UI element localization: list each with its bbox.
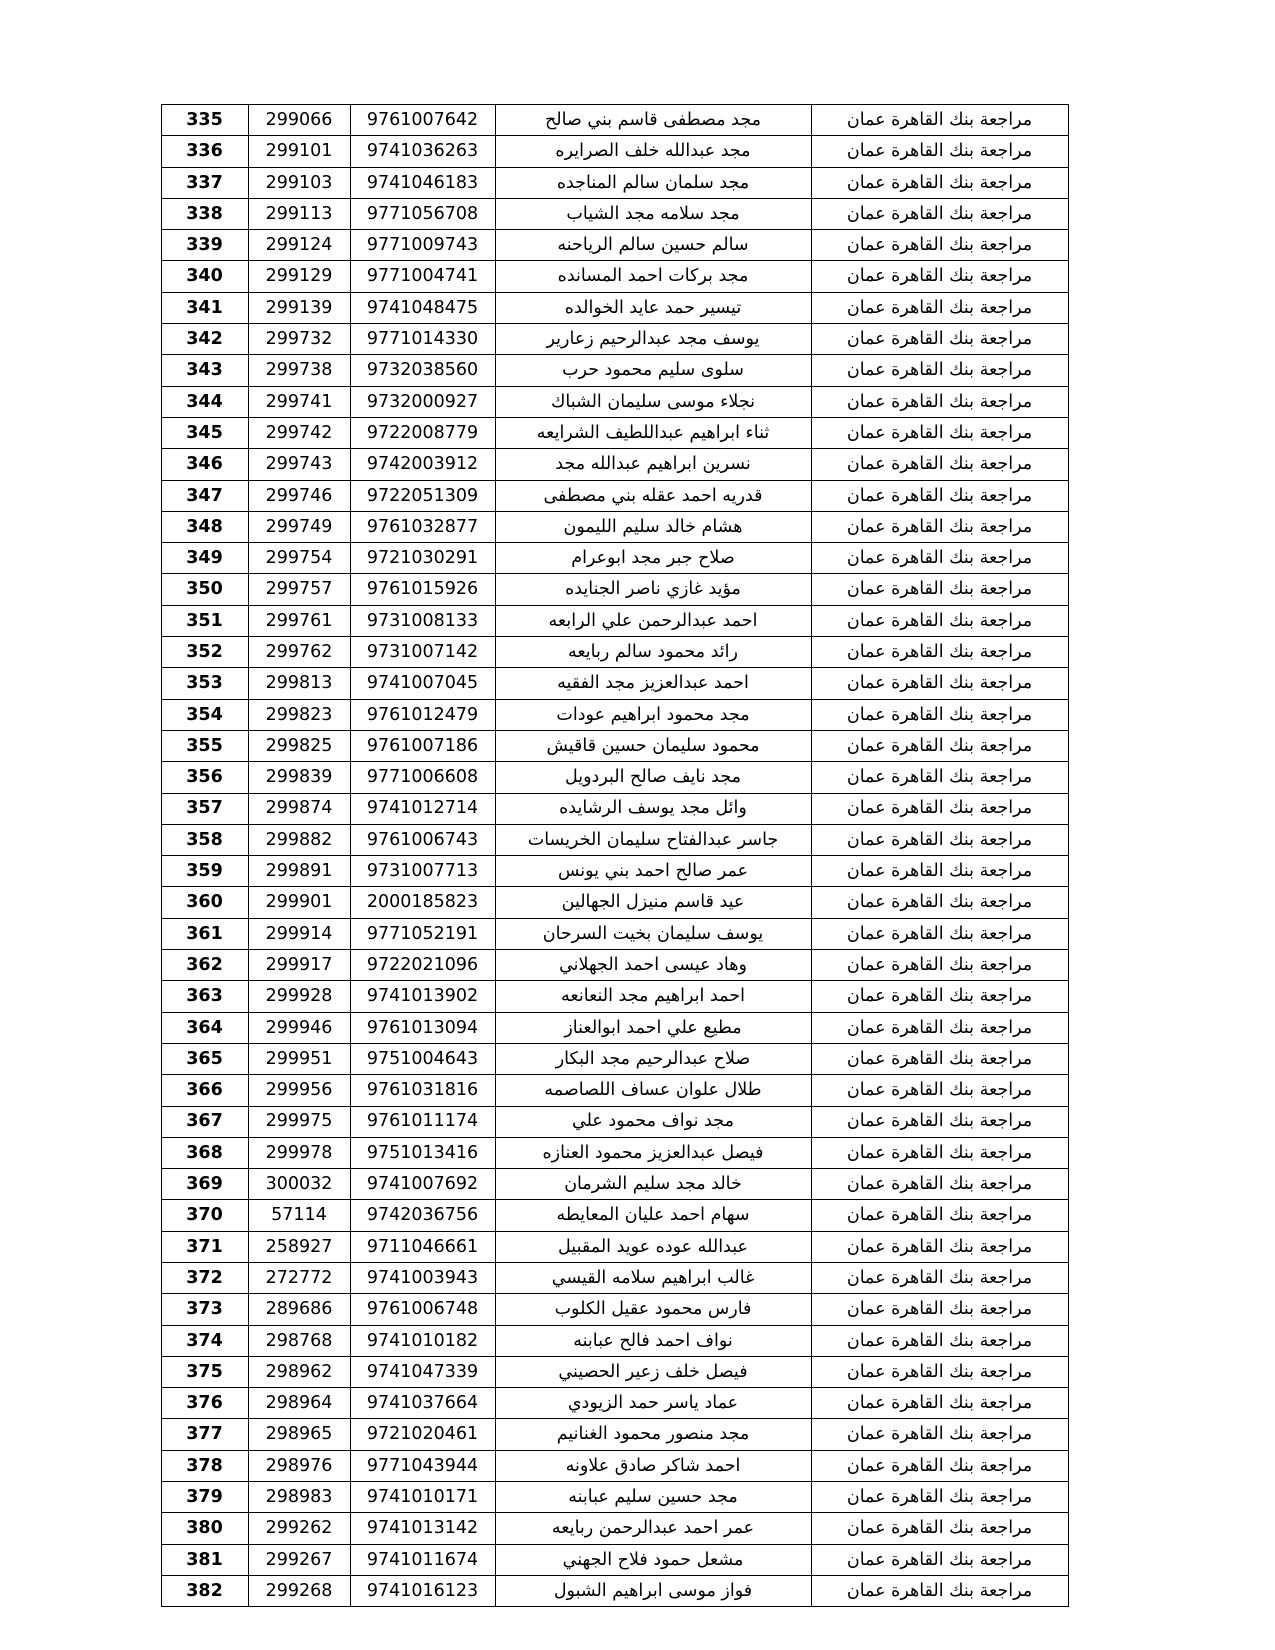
cell-name: ثناء ابراهيم عبداللطيف الشرايعه bbox=[495, 417, 811, 448]
cell-ref: 299742 bbox=[248, 417, 350, 448]
cell-name: عمر احمد عبدالرحمن ربايعه bbox=[495, 1513, 811, 1544]
cell-sequence: 351 bbox=[161, 605, 248, 636]
cell-ref: 300032 bbox=[248, 1169, 350, 1200]
cell-name: سهام احمد عليان المعايطه bbox=[495, 1200, 811, 1231]
table-row bbox=[161, 261, 1068, 292]
cell-sequence: 376 bbox=[161, 1388, 248, 1419]
cell-sequence: 363 bbox=[161, 981, 248, 1012]
cell-branch: مراجعة بنك القاهرة عمان bbox=[811, 762, 1068, 793]
cell-ref: 299757 bbox=[248, 574, 350, 605]
cell-name: خالد مجد سليم الشرمان bbox=[495, 1169, 811, 1200]
table-row bbox=[161, 887, 1068, 918]
cell-account: 9721030291 bbox=[350, 543, 495, 574]
cell-name: مجد عبدالله خلف الصرايره bbox=[495, 136, 811, 167]
cell-sequence: 342 bbox=[161, 324, 248, 355]
cell-name: وهاد عيسى احمد الجهلاني bbox=[495, 950, 811, 981]
cell-sequence: 378 bbox=[161, 1450, 248, 1481]
cell-branch: مراجعة بنك القاهرة عمان bbox=[811, 1075, 1068, 1106]
cell-ref: 299262 bbox=[248, 1513, 350, 1544]
cell-branch: مراجعة بنك القاهرة عمان bbox=[811, 1513, 1068, 1544]
table-row bbox=[161, 605, 1068, 636]
cell-branch: مراجعة بنك القاهرة عمان bbox=[811, 1356, 1068, 1387]
cell-account: 9771052191 bbox=[350, 918, 495, 949]
table-row bbox=[161, 574, 1068, 605]
cell-branch: مراجعة بنك القاهرة عمان bbox=[811, 230, 1068, 261]
cell-name: مجد نواف محمود علي bbox=[495, 1106, 811, 1137]
cell-branch: مراجعة بنك القاهرة عمان bbox=[811, 1575, 1068, 1606]
cell-ref: 299732 bbox=[248, 324, 350, 355]
cell-sequence: 370 bbox=[161, 1200, 248, 1231]
cell-account: 9722051309 bbox=[350, 480, 495, 511]
cell-ref: 299951 bbox=[248, 1043, 350, 1074]
cell-name: مجد سلامه مجد الشياب bbox=[495, 198, 811, 229]
table-row bbox=[161, 1169, 1068, 1200]
table-row bbox=[161, 637, 1068, 668]
table-row bbox=[161, 1482, 1068, 1513]
cell-sequence: 362 bbox=[161, 950, 248, 981]
cell-sequence: 357 bbox=[161, 793, 248, 824]
cell-ref: 299267 bbox=[248, 1544, 350, 1575]
cell-branch: مراجعة بنك القاهرة عمان bbox=[811, 887, 1068, 918]
cell-branch: مراجعة بنك القاهرة عمان bbox=[811, 668, 1068, 699]
cell-branch: مراجعة بنك القاهرة عمان bbox=[811, 1169, 1068, 1200]
cell-sequence: 359 bbox=[161, 856, 248, 887]
cell-name: مجد حسين سليم عبابنه bbox=[495, 1482, 811, 1513]
cell-ref: 57114 bbox=[248, 1200, 350, 1231]
cell-sequence: 341 bbox=[161, 292, 248, 323]
cell-branch: مراجعة بنك القاهرة عمان bbox=[811, 1544, 1068, 1575]
table-row bbox=[161, 762, 1068, 793]
cell-branch: مراجعة بنك القاهرة عمان bbox=[811, 793, 1068, 824]
cell-account: 9741013902 bbox=[350, 981, 495, 1012]
cell-ref: 258927 bbox=[248, 1231, 350, 1262]
cell-branch: مراجعة بنك القاهرة عمان bbox=[811, 543, 1068, 574]
cell-account: 9741003943 bbox=[350, 1262, 495, 1293]
table-row bbox=[161, 1075, 1068, 1106]
cell-name: فارس محمود عقيل الكلوب bbox=[495, 1294, 811, 1325]
cell-account: 9722021096 bbox=[350, 950, 495, 981]
cell-account: 9741011674 bbox=[350, 1544, 495, 1575]
cell-sequence: 343 bbox=[161, 355, 248, 386]
cell-name: احمد شاكر صادق علاونه bbox=[495, 1450, 811, 1481]
cell-ref: 298983 bbox=[248, 1482, 350, 1513]
cell-ref: 299946 bbox=[248, 1012, 350, 1043]
table-row bbox=[161, 449, 1068, 480]
cell-account: 9761007186 bbox=[350, 730, 495, 761]
cell-name: مجد نايف صالح البردويل bbox=[495, 762, 811, 793]
cell-name: قدريه احمد عقله بني مصطفى bbox=[495, 480, 811, 511]
table-row bbox=[161, 1231, 1068, 1262]
cell-sequence: 373 bbox=[161, 1294, 248, 1325]
cell-sequence: 382 bbox=[161, 1575, 248, 1606]
cell-name: محمود سليمان حسين قاقيش bbox=[495, 730, 811, 761]
cell-ref: 299124 bbox=[248, 230, 350, 261]
cell-sequence: 335 bbox=[161, 105, 248, 136]
cell-name: نجلاء موسى سليمان الشباك bbox=[495, 386, 811, 417]
cell-account: 9722008779 bbox=[350, 417, 495, 448]
cell-sequence: 360 bbox=[161, 887, 248, 918]
cell-account: 9761012479 bbox=[350, 699, 495, 730]
table-row bbox=[161, 355, 1068, 386]
table-row bbox=[161, 167, 1068, 198]
table-row bbox=[161, 105, 1068, 136]
cell-account: 9741037664 bbox=[350, 1388, 495, 1419]
cell-ref: 299738 bbox=[248, 355, 350, 386]
cell-branch: مراجعة بنك القاهرة عمان bbox=[811, 1231, 1068, 1262]
cell-name: يوسف مجد عبدالرحيم زعارير bbox=[495, 324, 811, 355]
cell-ref: 299113 bbox=[248, 198, 350, 229]
cell-account: 9732038560 bbox=[350, 355, 495, 386]
cell-ref: 298964 bbox=[248, 1388, 350, 1419]
cell-sequence: 349 bbox=[161, 543, 248, 574]
cell-account: 9731007142 bbox=[350, 637, 495, 668]
cell-branch: مراجعة بنك القاهرة عمان bbox=[811, 1106, 1068, 1137]
cell-branch: مراجعة بنك القاهرة عمان bbox=[811, 417, 1068, 448]
cell-branch: مراجعة بنك القاهرة عمان bbox=[811, 1482, 1068, 1513]
cell-sequence: 375 bbox=[161, 1356, 248, 1387]
cell-account: 9761006748 bbox=[350, 1294, 495, 1325]
table-container bbox=[186, 104, 1069, 1607]
cell-branch: مراجعة بنك القاهرة عمان bbox=[811, 292, 1068, 323]
cell-sequence: 347 bbox=[161, 480, 248, 511]
cell-name: مجد محمود ابراهيم عودات bbox=[495, 699, 811, 730]
cell-ref: 289686 bbox=[248, 1294, 350, 1325]
cell-branch: مراجعة بنك القاهرة عمان bbox=[811, 950, 1068, 981]
cell-account: 9711046661 bbox=[350, 1231, 495, 1262]
cell-ref: 299761 bbox=[248, 605, 350, 636]
cell-name: احمد ابراهيم مجد النعانعه bbox=[495, 981, 811, 1012]
cell-branch: مراجعة بنك القاهرة عمان bbox=[811, 1294, 1068, 1325]
cell-account: 2000185823 bbox=[350, 887, 495, 918]
cell-ref: 299066 bbox=[248, 105, 350, 136]
cell-sequence: 355 bbox=[161, 730, 248, 761]
table-row bbox=[161, 1419, 1068, 1450]
cell-branch: مراجعة بنك القاهرة عمان bbox=[811, 981, 1068, 1012]
cell-branch: مراجعة بنك القاهرة عمان bbox=[811, 480, 1068, 511]
cell-ref: 299891 bbox=[248, 856, 350, 887]
cell-sequence: 371 bbox=[161, 1231, 248, 1262]
table-row bbox=[161, 511, 1068, 542]
cell-sequence: 368 bbox=[161, 1137, 248, 1168]
cell-ref: 299823 bbox=[248, 699, 350, 730]
cell-sequence: 340 bbox=[161, 261, 248, 292]
cell-sequence: 336 bbox=[161, 136, 248, 167]
cell-account: 9771009743 bbox=[350, 230, 495, 261]
cell-account: 9741007045 bbox=[350, 668, 495, 699]
cell-sequence: 381 bbox=[161, 1544, 248, 1575]
table-row bbox=[161, 668, 1068, 699]
cell-account: 9741048475 bbox=[350, 292, 495, 323]
cell-account: 9741013142 bbox=[350, 1513, 495, 1544]
cell-name: مؤيد غازي ناصر الجنايده bbox=[495, 574, 811, 605]
cell-sequence: 358 bbox=[161, 824, 248, 855]
cell-branch: مراجعة بنك القاهرة عمان bbox=[811, 105, 1068, 136]
cell-branch: مراجعة بنك القاهرة عمان bbox=[811, 1325, 1068, 1356]
beneficiaries-table bbox=[161, 104, 1069, 1607]
cell-ref: 299103 bbox=[248, 167, 350, 198]
cell-account: 9751004643 bbox=[350, 1043, 495, 1074]
table-row bbox=[161, 230, 1068, 261]
cell-branch: مراجعة بنك القاهرة عمان bbox=[811, 167, 1068, 198]
cell-name: مشعل حمود فلاح الجهني bbox=[495, 1544, 811, 1575]
cell-name: عمر صالح احمد بني يونس bbox=[495, 856, 811, 887]
cell-name: احمد عبدالعزيز مجد الفقيه bbox=[495, 668, 811, 699]
cell-sequence: 366 bbox=[161, 1075, 248, 1106]
cell-sequence: 367 bbox=[161, 1106, 248, 1137]
cell-account: 9761031816 bbox=[350, 1075, 495, 1106]
table-row bbox=[161, 198, 1068, 229]
cell-ref: 299825 bbox=[248, 730, 350, 761]
cell-branch: مراجعة بنك القاهرة عمان bbox=[811, 730, 1068, 761]
table-row bbox=[161, 1106, 1068, 1137]
table-row bbox=[161, 950, 1068, 981]
cell-sequence: 346 bbox=[161, 449, 248, 480]
cell-sequence: 352 bbox=[161, 637, 248, 668]
cell-name: هشام خالد سليم الليمون bbox=[495, 511, 811, 542]
cell-sequence: 364 bbox=[161, 1012, 248, 1043]
cell-ref: 299975 bbox=[248, 1106, 350, 1137]
cell-ref: 298768 bbox=[248, 1325, 350, 1356]
cell-name: يوسف سليمان بخيت السرحان bbox=[495, 918, 811, 949]
cell-branch: مراجعة بنك القاهرة عمان bbox=[811, 1012, 1068, 1043]
cell-name: نواف احمد فالح عبابنه bbox=[495, 1325, 811, 1356]
table-row bbox=[161, 1388, 1068, 1419]
cell-name: جاسر عبدالفتاح سليمان الخريسات bbox=[495, 824, 811, 855]
cell-name: وائل مجد يوسف الرشايده bbox=[495, 793, 811, 824]
cell-ref: 299754 bbox=[248, 543, 350, 574]
cell-account: 9741007692 bbox=[350, 1169, 495, 1200]
cell-name: رائد محمود سالم ربايعه bbox=[495, 637, 811, 668]
cell-ref: 299813 bbox=[248, 668, 350, 699]
cell-sequence: 369 bbox=[161, 1169, 248, 1200]
cell-name: عماد ياسر حمد الزيودي bbox=[495, 1388, 811, 1419]
cell-account: 9731008133 bbox=[350, 605, 495, 636]
cell-branch: مراجعة بنك القاهرة عمان bbox=[811, 198, 1068, 229]
cell-sequence: 377 bbox=[161, 1419, 248, 1450]
cell-ref: 299978 bbox=[248, 1137, 350, 1168]
table-body bbox=[161, 105, 1068, 1607]
cell-branch: مراجعة بنك القاهرة عمان bbox=[811, 856, 1068, 887]
table-row bbox=[161, 1544, 1068, 1575]
table-row bbox=[161, 136, 1068, 167]
cell-branch: مراجعة بنك القاهرة عمان bbox=[811, 261, 1068, 292]
cell-name: سالم حسين سالم الرياحنه bbox=[495, 230, 811, 261]
cell-sequence: 337 bbox=[161, 167, 248, 198]
cell-account: 9771014330 bbox=[350, 324, 495, 355]
cell-sequence: 372 bbox=[161, 1262, 248, 1293]
table-row bbox=[161, 1137, 1068, 1168]
table-row bbox=[161, 386, 1068, 417]
table-row bbox=[161, 1513, 1068, 1544]
cell-ref: 299749 bbox=[248, 511, 350, 542]
cell-branch: مراجعة بنك القاهرة عمان bbox=[811, 355, 1068, 386]
table-row bbox=[161, 1325, 1068, 1356]
cell-ref: 299139 bbox=[248, 292, 350, 323]
table-row bbox=[161, 1012, 1068, 1043]
cell-ref: 298976 bbox=[248, 1450, 350, 1481]
cell-branch: مراجعة بنك القاهرة عمان bbox=[811, 699, 1068, 730]
cell-branch: مراجعة بنك القاهرة عمان bbox=[811, 324, 1068, 355]
cell-name: غالب ابراهيم سلامه القيسي bbox=[495, 1262, 811, 1293]
cell-account: 9721020461 bbox=[350, 1419, 495, 1450]
cell-account: 9761011174 bbox=[350, 1106, 495, 1137]
cell-name: احمد عبدالرحمن علي الرابعه bbox=[495, 605, 811, 636]
cell-branch: مراجعة بنك القاهرة عمان bbox=[811, 1450, 1068, 1481]
table-row bbox=[161, 699, 1068, 730]
cell-account: 9732000927 bbox=[350, 386, 495, 417]
cell-sequence: 361 bbox=[161, 918, 248, 949]
cell-account: 9761013094 bbox=[350, 1012, 495, 1043]
cell-sequence: 354 bbox=[161, 699, 248, 730]
cell-account: 9741016123 bbox=[350, 1575, 495, 1606]
cell-account: 9741047339 bbox=[350, 1356, 495, 1387]
cell-sequence: 344 bbox=[161, 386, 248, 417]
cell-ref: 299882 bbox=[248, 824, 350, 855]
cell-account: 9741036263 bbox=[350, 136, 495, 167]
cell-name: مجد مصطفى قاسم بني صالح bbox=[495, 105, 811, 136]
cell-name: مجد سلمان سالم المناجده bbox=[495, 167, 811, 198]
cell-branch: مراجعة بنك القاهرة عمان bbox=[811, 574, 1068, 605]
table-row bbox=[161, 1262, 1068, 1293]
cell-name: مطيع علي احمد ابوالعناز bbox=[495, 1012, 811, 1043]
cell-account: 9731007713 bbox=[350, 856, 495, 887]
cell-sequence: 345 bbox=[161, 417, 248, 448]
cell-account: 9741010182 bbox=[350, 1325, 495, 1356]
cell-sequence: 379 bbox=[161, 1482, 248, 1513]
cell-account: 9741012714 bbox=[350, 793, 495, 824]
cell-sequence: 374 bbox=[161, 1325, 248, 1356]
cell-sequence: 338 bbox=[161, 198, 248, 229]
cell-ref: 299746 bbox=[248, 480, 350, 511]
cell-ref: 299928 bbox=[248, 981, 350, 1012]
cell-ref: 298962 bbox=[248, 1356, 350, 1387]
cell-account: 9771006608 bbox=[350, 762, 495, 793]
cell-name: فيصل خلف زعير الحصيني bbox=[495, 1356, 811, 1387]
cell-name: مجد منصور محمود الغنانيم bbox=[495, 1419, 811, 1450]
cell-account: 9771056708 bbox=[350, 198, 495, 229]
table-row bbox=[161, 1294, 1068, 1325]
cell-name: طلال علوان عساف اللصاصمه bbox=[495, 1075, 811, 1106]
cell-ref: 272772 bbox=[248, 1262, 350, 1293]
cell-branch: مراجعة بنك القاهرة عمان bbox=[811, 1419, 1068, 1450]
cell-ref: 299901 bbox=[248, 887, 350, 918]
table-row bbox=[161, 324, 1068, 355]
cell-sequence: 356 bbox=[161, 762, 248, 793]
cell-account: 9771043944 bbox=[350, 1450, 495, 1481]
cell-branch: مراجعة بنك القاهرة عمان bbox=[811, 1388, 1068, 1419]
cell-ref: 299874 bbox=[248, 793, 350, 824]
cell-branch: مراجعة بنك القاهرة عمان bbox=[811, 136, 1068, 167]
table-row bbox=[161, 1450, 1068, 1481]
table-row bbox=[161, 1356, 1068, 1387]
cell-ref: 298965 bbox=[248, 1419, 350, 1450]
cell-account: 9761006743 bbox=[350, 824, 495, 855]
cell-branch: مراجعة بنك القاهرة عمان bbox=[811, 1200, 1068, 1231]
cell-branch: مراجعة بنك القاهرة عمان bbox=[811, 511, 1068, 542]
cell-account: 9761007642 bbox=[350, 105, 495, 136]
cell-ref: 299268 bbox=[248, 1575, 350, 1606]
cell-name: سلوى سليم محمود حرب bbox=[495, 355, 811, 386]
table-row bbox=[161, 292, 1068, 323]
table-row bbox=[161, 793, 1068, 824]
table-row bbox=[161, 417, 1068, 448]
cell-branch: مراجعة بنك القاهرة عمان bbox=[811, 1043, 1068, 1074]
table-row bbox=[161, 1043, 1068, 1074]
cell-name: عيد قاسم منيزل الجهالين bbox=[495, 887, 811, 918]
cell-sequence: 348 bbox=[161, 511, 248, 542]
cell-branch: مراجعة بنك القاهرة عمان bbox=[811, 637, 1068, 668]
cell-sequence: 353 bbox=[161, 668, 248, 699]
cell-ref: 299956 bbox=[248, 1075, 350, 1106]
cell-account: 9761032877 bbox=[350, 511, 495, 542]
cell-ref: 299762 bbox=[248, 637, 350, 668]
table-row bbox=[161, 856, 1068, 887]
cell-name: مجد بركات احمد المسانده bbox=[495, 261, 811, 292]
cell-name: تيسير حمد عايد الخوالده bbox=[495, 292, 811, 323]
cell-branch: مراجعة بنك القاهرة عمان bbox=[811, 605, 1068, 636]
cell-branch: مراجعة بنك القاهرة عمان bbox=[811, 918, 1068, 949]
cell-ref: 299917 bbox=[248, 950, 350, 981]
cell-ref: 299101 bbox=[248, 136, 350, 167]
cell-account: 9771004741 bbox=[350, 261, 495, 292]
cell-ref: 299839 bbox=[248, 762, 350, 793]
cell-sequence: 350 bbox=[161, 574, 248, 605]
cell-name: فيصل عبدالعزيز محمود العنازه bbox=[495, 1137, 811, 1168]
cell-name: صلاح عبدالرحيم مجد البكار bbox=[495, 1043, 811, 1074]
table-row bbox=[161, 730, 1068, 761]
table-row bbox=[161, 981, 1068, 1012]
cell-name: نسرين ابراهيم عبدالله مجد bbox=[495, 449, 811, 480]
cell-account: 9741010171 bbox=[350, 1482, 495, 1513]
table-row bbox=[161, 824, 1068, 855]
cell-ref: 299741 bbox=[248, 386, 350, 417]
cell-account: 9751013416 bbox=[350, 1137, 495, 1168]
cell-name: فواز موسى ابراهيم الشبول bbox=[495, 1575, 811, 1606]
cell-branch: مراجعة بنك القاهرة عمان bbox=[811, 1137, 1068, 1168]
table-row bbox=[161, 918, 1068, 949]
cell-branch: مراجعة بنك القاهرة عمان bbox=[811, 386, 1068, 417]
cell-account: 9761015926 bbox=[350, 574, 495, 605]
cell-ref: 299743 bbox=[248, 449, 350, 480]
cell-sequence: 380 bbox=[161, 1513, 248, 1544]
cell-name: عبدالله عوده عويد المقبيل bbox=[495, 1231, 811, 1262]
table-row bbox=[161, 543, 1068, 574]
cell-ref: 299129 bbox=[248, 261, 350, 292]
table-row bbox=[161, 1200, 1068, 1231]
cell-account: 9742036756 bbox=[350, 1200, 495, 1231]
cell-sequence: 365 bbox=[161, 1043, 248, 1074]
cell-sequence: 339 bbox=[161, 230, 248, 261]
cell-name: صلاح جبر مجد ابوعرام bbox=[495, 543, 811, 574]
table-row bbox=[161, 480, 1068, 511]
table-row bbox=[161, 1575, 1068, 1606]
cell-account: 9742003912 bbox=[350, 449, 495, 480]
cell-branch: مراجعة بنك القاهرة عمان bbox=[811, 1262, 1068, 1293]
cell-branch: مراجعة بنك القاهرة عمان bbox=[811, 449, 1068, 480]
cell-branch: مراجعة بنك القاهرة عمان bbox=[811, 824, 1068, 855]
cell-ref: 299914 bbox=[248, 918, 350, 949]
cell-account: 9741046183 bbox=[350, 167, 495, 198]
